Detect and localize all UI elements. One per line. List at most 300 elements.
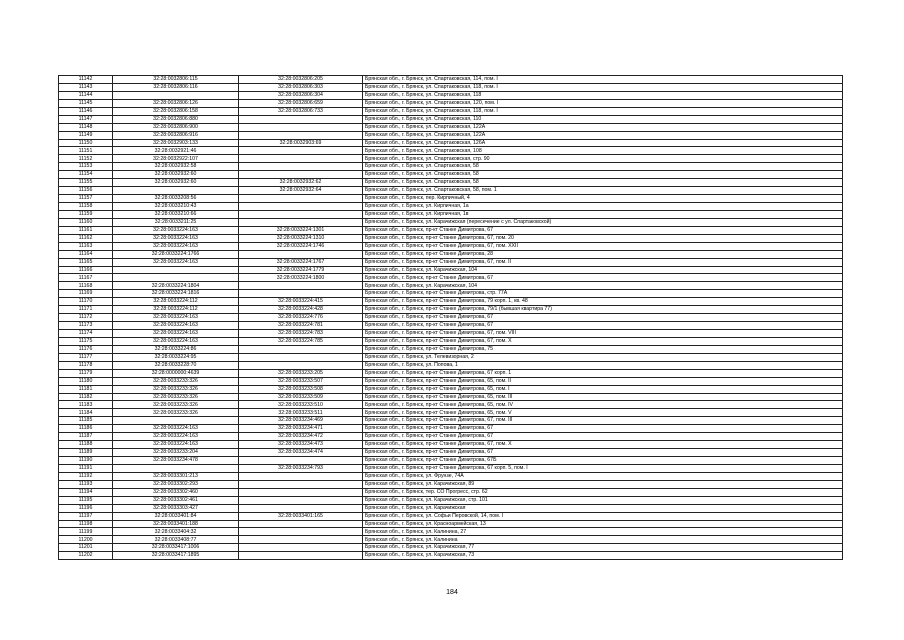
row-number-cell: 11181 — [59, 385, 113, 393]
table-row — [59, 171, 843, 179]
table-row — [59, 282, 843, 290]
page-number: 184 — [446, 589, 458, 596]
address-cell: Брянская обл., г. Брянск, ул. Спартаковская, 58, пом. 1 — [363, 187, 843, 195]
object-cadastral-number-cell: 32:28:0032806:205 — [239, 76, 363, 84]
address-cell: Брянская обл., г. Брянск, пр-кт Станке Димитрова, 65, пом. V — [363, 409, 843, 417]
land-cadastral-number-cell: 32:28:0033224:163 — [113, 441, 239, 449]
address-cell: Брянская обл., г. Брянск, пр-кт Станке Димитрова, 67 — [363, 449, 843, 457]
row-number-cell: 11167 — [59, 274, 113, 282]
land-cadastral-number-cell — [113, 417, 239, 425]
table-row — [59, 187, 843, 195]
address-cell: Брянская обл., г. Брянск, пр-кт Станке Димитрова, 75 — [363, 345, 843, 353]
address-cell: Брянская обл., г. Брянск, пр-кт Станке Димитрова, 67, пом. X — [363, 337, 843, 345]
table-row — [59, 449, 843, 457]
row-number-cell: 11171 — [59, 306, 113, 314]
object-cadastral-number-cell: 32:28:0033224:428 — [239, 306, 363, 314]
land-cadastral-number-cell — [113, 187, 239, 195]
address-cell: Брянская обл., г. Брянск, ул. Калинина — [363, 536, 843, 544]
address-cell: Брянская обл., г. Брянск, ул. Спартаковская, 58 — [363, 171, 843, 179]
address-cell: Брянская обл., г. Брянск, ул. Кирпичная, 1а — [363, 203, 843, 211]
row-number-cell: 11185 — [59, 417, 113, 425]
land-cadastral-number-cell — [113, 266, 239, 274]
row-number-cell: 11164 — [59, 250, 113, 258]
object-cadastral-number-cell — [239, 480, 363, 488]
row-number-cell: 11190 — [59, 457, 113, 465]
address-cell: Брянская обл., г. Брянск, пр-кт Станке Димитрова, 67, пом. X — [363, 441, 843, 449]
address-cell: Брянская обл., г. Брянск, пр-кт Станке Димитрова, стр. 77А — [363, 290, 843, 298]
land-cadastral-number-cell: 32:28:0033401:188 — [113, 520, 239, 528]
row-number-cell: 11155 — [59, 179, 113, 187]
table-row — [59, 123, 843, 131]
land-cadastral-number-cell: 32:28:0032921:46 — [113, 147, 239, 155]
object-cadastral-number-cell — [239, 210, 363, 218]
row-number-cell: 11159 — [59, 210, 113, 218]
object-cadastral-number-cell — [239, 520, 363, 528]
land-cadastral-number-cell: 32:28:0033233:326 — [113, 385, 239, 393]
address-cell: Брянская обл., г. Брянск, ул. Фрунзе, 74А — [363, 472, 843, 480]
table-row — [59, 131, 843, 139]
address-cell: Брянская обл., г. Брянск, ул. Спартаковская, 114, пом. I — [363, 76, 843, 84]
object-cadastral-number-cell: 32:28:0032903:69 — [239, 139, 363, 147]
table-row — [59, 258, 843, 266]
table-row — [59, 472, 843, 480]
row-number-cell: 11177 — [59, 353, 113, 361]
object-cadastral-number-cell — [239, 552, 363, 560]
table-row — [59, 314, 843, 322]
object-cadastral-number-cell: 32:28:0032806:659 — [239, 99, 363, 107]
land-cadastral-number-cell: 32:28:0033302:293 — [113, 480, 239, 488]
object-cadastral-number-cell — [239, 361, 363, 369]
object-cadastral-number-cell: 32:28:0033224:1779 — [239, 266, 363, 274]
table-row — [59, 290, 843, 298]
table-row — [59, 512, 843, 520]
row-number-cell: 11188 — [59, 441, 113, 449]
table-row — [59, 139, 843, 147]
row-number-cell: 11153 — [59, 163, 113, 171]
land-cadastral-number-cell: 32:28:0033224:1816 — [113, 290, 239, 298]
row-number-cell: 11176 — [59, 345, 113, 353]
object-cadastral-number-cell — [239, 488, 363, 496]
land-cadastral-number-cell: 32:28:0032806:158 — [113, 107, 239, 115]
row-number-cell: 11172 — [59, 314, 113, 322]
row-number-cell: 11200 — [59, 536, 113, 544]
table-row — [59, 369, 843, 377]
object-cadastral-number-cell: 32:28:0033224:1800 — [239, 274, 363, 282]
object-cadastral-number-cell — [239, 528, 363, 536]
cadastral-table — [58, 75, 843, 560]
object-cadastral-number-cell: 32:28:0033233:511 — [239, 409, 363, 417]
address-cell: Брянская обл., г. Брянск, ул. Спартаковская, 58 — [363, 179, 843, 187]
address-cell: Брянская обл., г. Брянск, пр-кт Станке Димитрова, 67 корп. 5, пом. I — [363, 464, 843, 472]
land-cadastral-number-cell: 32:28:0032806:880 — [113, 115, 239, 123]
object-cadastral-number-cell: 32:28:0033233:507 — [239, 377, 363, 385]
row-number-cell: 11163 — [59, 242, 113, 250]
row-number-cell: 11192 — [59, 472, 113, 480]
row-number-cell: 11173 — [59, 322, 113, 330]
object-cadastral-number-cell: 32:28:0033234:472 — [239, 433, 363, 441]
address-cell: Брянская обл., г. Брянск, ул. Спартаковская, 122А — [363, 131, 843, 139]
table-row — [59, 457, 843, 465]
object-cadastral-number-cell: 32:28:0033234:469 — [239, 417, 363, 425]
table-row — [59, 147, 843, 155]
table-row — [59, 322, 843, 330]
object-cadastral-number-cell — [239, 195, 363, 203]
table-row — [59, 99, 843, 107]
address-cell: Брянская обл., г. Брянск, ул. Карачижская (пересечение с ул. Спартаковской) — [363, 218, 843, 226]
land-cadastral-number-cell: 32:28:0033224:163 — [113, 425, 239, 433]
address-cell: Брянская обл., г. Брянск, пр-кт Станке Димитрова, 67, пом. III — [363, 417, 843, 425]
table-row — [59, 179, 843, 187]
land-cadastral-number-cell: 32:28:0033233:326 — [113, 409, 239, 417]
object-cadastral-number-cell — [239, 203, 363, 211]
row-number-cell: 11166 — [59, 266, 113, 274]
table-row — [59, 266, 843, 274]
table-row — [59, 76, 843, 84]
object-cadastral-number-cell: 32:28:0032806:304 — [239, 91, 363, 99]
row-number-cell: 11156 — [59, 187, 113, 195]
land-cadastral-number-cell — [113, 91, 239, 99]
table-row — [59, 107, 843, 115]
table-row — [59, 393, 843, 401]
address-cell: Брянская обл., г. Брянск, ул. Карачижская, 77 — [363, 544, 843, 552]
address-cell: Брянская обл., г. Брянск, ул. Спартаковская, 120, пом. I — [363, 99, 843, 107]
land-cadastral-number-cell: 32:28:0033224:163 — [113, 330, 239, 338]
row-number-cell: 11202 — [59, 552, 113, 560]
object-cadastral-number-cell — [239, 536, 363, 544]
land-cadastral-number-cell: 32:28:0033228:70 — [113, 361, 239, 369]
address-cell: Брянская обл., г. Брянск, пр-кт Станке Димитрова, 65, пом. II — [363, 377, 843, 385]
land-cadastral-number-cell: 32:28:0032903:133 — [113, 139, 239, 147]
address-cell: Брянская обл., г. Брянск, ул. Спартаковская, 118 — [363, 91, 843, 99]
object-cadastral-number-cell — [239, 115, 363, 123]
row-number-cell: 11183 — [59, 401, 113, 409]
object-cadastral-number-cell — [239, 290, 363, 298]
address-cell: Брянская обл., г. Брянск, пр-кт Станке Димитрова, 67 корп. 1 — [363, 369, 843, 377]
object-cadastral-number-cell — [239, 250, 363, 258]
table-row — [59, 504, 843, 512]
table-row — [59, 210, 843, 218]
object-cadastral-number-cell — [239, 218, 363, 226]
address-cell: Брянская обл., г. Брянск, пр-кт Станке Димитрова, 28 — [363, 250, 843, 258]
address-cell: Брянская обл., г. Брянск, ул. Телевизорная, 2 — [363, 353, 843, 361]
table-row — [59, 195, 843, 203]
object-cadastral-number-cell: 32:28:0032932:62 — [239, 179, 363, 187]
land-cadastral-number-cell: 32:28:0033224:112 — [113, 306, 239, 314]
land-cadastral-number-cell: 32:28:0033234:478 — [113, 457, 239, 465]
object-cadastral-number-cell: 32:28:0033233:509 — [239, 393, 363, 401]
object-cadastral-number-cell: 32:28:0033224:781 — [239, 322, 363, 330]
land-cadastral-number-cell: 32:28:0032806:900 — [113, 123, 239, 131]
land-cadastral-number-cell: 32:28:0033224:163 — [113, 337, 239, 345]
land-cadastral-number-cell: 32:28:0033302:461 — [113, 496, 239, 504]
land-cadastral-number-cell: 32:28:0033417:1895 — [113, 552, 239, 560]
land-cadastral-number-cell: 32:28:0033210:43 — [113, 203, 239, 211]
table-row — [59, 552, 843, 560]
land-cadastral-number-cell: 32:28:0033301:213 — [113, 472, 239, 480]
row-number-cell: 11142 — [59, 76, 113, 84]
table-row — [59, 425, 843, 433]
row-number-cell: 11144 — [59, 91, 113, 99]
address-cell: Брянская обл., г. Брянск, ул. Спартаковская, 118, пом. I — [363, 107, 843, 115]
table-row — [59, 330, 843, 338]
land-cadastral-number-cell: 32:28:0033224:86 — [113, 345, 239, 353]
address-cell: Брянская обл., г. Брянск, пр-кт Станке Димитрова, 67 — [363, 314, 843, 322]
address-cell: Брянская обл., г. Брянск, ул. Карачижская — [363, 504, 843, 512]
address-cell: Брянская обл., г. Брянск, пр-кт Станке Димитрова, 67 — [363, 226, 843, 234]
table-row — [59, 528, 843, 536]
row-number-cell: 11201 — [59, 544, 113, 552]
land-cadastral-number-cell: 32:28:0033404:32 — [113, 528, 239, 536]
land-cadastral-number-cell: 32:28:0033224:112 — [113, 298, 239, 306]
object-cadastral-number-cell: 32:28:0033224:1301 — [239, 226, 363, 234]
address-cell: Брянская обл., г. Брянск, пр-кт Станке Димитрова, 79/1 (бывшая квартира 77) — [363, 306, 843, 314]
table-row — [59, 203, 843, 211]
row-number-cell: 11175 — [59, 337, 113, 345]
object-cadastral-number-cell — [239, 496, 363, 504]
table-row — [59, 496, 843, 504]
row-number-cell: 11196 — [59, 504, 113, 512]
row-number-cell: 11179 — [59, 369, 113, 377]
row-number-cell: 11162 — [59, 234, 113, 242]
object-cadastral-number-cell: 32:28:0033224:1767 — [239, 258, 363, 266]
table-row — [59, 441, 843, 449]
object-cadastral-number-cell: 32:28:0033234:793 — [239, 464, 363, 472]
land-cadastral-number-cell: 32:28:0033233:204 — [113, 449, 239, 457]
table-row — [59, 353, 843, 361]
land-cadastral-number-cell: 32:28:0033224:163 — [113, 433, 239, 441]
address-cell: Брянская обл., г. Брянск, ул. Кирпичная, 1в — [363, 210, 843, 218]
row-number-cell: 11146 — [59, 107, 113, 115]
object-cadastral-number-cell: 32:28:0033233:508 — [239, 385, 363, 393]
address-cell: Брянская обл., г. Брянск, ул. Карачижская, 104 — [363, 282, 843, 290]
object-cadastral-number-cell: 32:28:0032932:64 — [239, 187, 363, 195]
object-cadastral-number-cell: 32:28:0033224:1746 — [239, 242, 363, 250]
row-number-cell: 11187 — [59, 433, 113, 441]
table-row — [59, 345, 843, 353]
row-number-cell: 11198 — [59, 520, 113, 528]
row-number-cell: 11180 — [59, 377, 113, 385]
object-cadastral-number-cell: 32:28:0032806:303 — [239, 83, 363, 91]
address-cell: Брянская обл., г. Брянск, ул. Карачижская, 73 — [363, 552, 843, 560]
object-cadastral-number-cell — [239, 147, 363, 155]
object-cadastral-number-cell — [239, 163, 363, 171]
row-number-cell: 11145 — [59, 99, 113, 107]
row-number-cell: 11143 — [59, 83, 113, 91]
land-cadastral-number-cell: 32:28:0033401:84 — [113, 512, 239, 520]
land-cadastral-number-cell: 32:28:0032806:916 — [113, 131, 239, 139]
address-cell: Брянская обл., г. Брянск, ул. Спартаковская, 58 — [363, 163, 843, 171]
land-cadastral-number-cell: 32:28:0032932:60 — [113, 179, 239, 187]
table-row — [59, 234, 843, 242]
row-number-cell: 11158 — [59, 203, 113, 211]
table-row — [59, 385, 843, 393]
row-number-cell: 11189 — [59, 449, 113, 457]
table-row — [59, 401, 843, 409]
land-cadastral-number-cell: 32:28:0033224:163 — [113, 258, 239, 266]
row-number-cell: 11195 — [59, 496, 113, 504]
land-cadastral-number-cell: 32:28:0033208:56 — [113, 195, 239, 203]
address-cell: Брянская обл., г. Брянск, пр-кт Станке Димитрова, 67, пом. VIII — [363, 330, 843, 338]
address-cell: Брянская обл., г. Брянск, пр-кт Станке Димитрова, 65, пом. IV — [363, 401, 843, 409]
row-number-cell: 11168 — [59, 282, 113, 290]
land-cadastral-number-cell: 32:28:0033408:77 — [113, 536, 239, 544]
address-cell: Брянская обл., г. Брянск, пр-кт Станке Димитрова, 67 — [363, 425, 843, 433]
object-cadastral-number-cell: 32:28:0033224:1310 — [239, 234, 363, 242]
land-cadastral-number-cell: 32:28:0033233:326 — [113, 401, 239, 409]
object-cadastral-number-cell: 32:28:0033234:471 — [239, 425, 363, 433]
object-cadastral-number-cell — [239, 123, 363, 131]
row-number-cell: 11150 — [59, 139, 113, 147]
address-cell: Брянская обл., г. Брянск, ул. Красноармейская, 13 — [363, 520, 843, 528]
land-cadastral-number-cell: 32:28:0033224:1766 — [113, 250, 239, 258]
address-cell: Брянская обл., г. Брянск, ул. Спартаковская, 122А — [363, 123, 843, 131]
land-cadastral-number-cell: 32:28:0033224:95 — [113, 353, 239, 361]
row-number-cell: 11154 — [59, 171, 113, 179]
row-number-cell: 11178 — [59, 361, 113, 369]
object-cadastral-number-cell — [239, 171, 363, 179]
object-cadastral-number-cell: 32:28:0033224:785 — [239, 337, 363, 345]
land-cadastral-number-cell: 32:28:0033224:163 — [113, 322, 239, 330]
table-row — [59, 337, 843, 345]
address-cell: Брянская обл., г. Брянск, ул. Калинина, 27 — [363, 528, 843, 536]
object-cadastral-number-cell — [239, 544, 363, 552]
land-cadastral-number-cell: 32:28:0033224:163 — [113, 226, 239, 234]
land-cadastral-number-cell: 32:28:0000000:4639 — [113, 369, 239, 377]
row-number-cell: 11161 — [59, 226, 113, 234]
land-cadastral-number-cell: 32:28:0032932:58 — [113, 163, 239, 171]
land-cadastral-number-cell: 32:28:0032922:107 — [113, 155, 239, 163]
address-cell: Брянская обл., г. Брянск, ул. Спартаковская, 108 — [363, 147, 843, 155]
land-cadastral-number-cell — [113, 464, 239, 472]
object-cadastral-number-cell: 32:28:0033234:473 — [239, 441, 363, 449]
table-row — [59, 417, 843, 425]
address-cell: Брянская обл., г. Брянск, ул. Спартаковская, 110 — [363, 115, 843, 123]
land-cadastral-number-cell: 32:28:0033224:163 — [113, 314, 239, 322]
address-cell: Брянская обл., г. Брянск, ул. Спартаковская, стр. 90 — [363, 155, 843, 163]
land-cadastral-number-cell: 32:28:0033224:163 — [113, 242, 239, 250]
object-cadastral-number-cell — [239, 282, 363, 290]
table-row — [59, 488, 843, 496]
table-row — [59, 520, 843, 528]
object-cadastral-number-cell: 32:28:0033233:205 — [239, 369, 363, 377]
row-number-cell: 11194 — [59, 488, 113, 496]
row-number-cell: 11199 — [59, 528, 113, 536]
object-cadastral-number-cell: 32:28:0033224:415 — [239, 298, 363, 306]
table-row — [59, 274, 843, 282]
row-number-cell: 11151 — [59, 147, 113, 155]
land-cadastral-number-cell: 32:28:0033233:326 — [113, 377, 239, 385]
address-cell: Брянская обл., г. Брянск, ул. Спартаковская, 126А — [363, 139, 843, 147]
table-row — [59, 218, 843, 226]
address-cell: Брянская обл., г. Брянск, ул. Софьи Перовской, 14, пом. I — [363, 512, 843, 520]
address-cell: Брянская обл., г. Брянск, пр-кт Станке Димитрова, 67, пом. II — [363, 258, 843, 266]
row-number-cell: 11193 — [59, 480, 113, 488]
row-number-cell: 11149 — [59, 131, 113, 139]
object-cadastral-number-cell: 32:28:0033224:783 — [239, 330, 363, 338]
row-number-cell: 11186 — [59, 425, 113, 433]
address-cell: Брянская обл., г. Брянск, пр-кт Станке Димитрова, 79 корп. 1, кв. 48 — [363, 298, 843, 306]
row-number-cell: 11182 — [59, 393, 113, 401]
land-cadastral-number-cell: 32:28:0033210:66 — [113, 210, 239, 218]
address-cell: Брянская обл., г. Брянск, ул. Спартаковская, 118, пом. I — [363, 83, 843, 91]
table-row — [59, 83, 843, 91]
table-row — [59, 250, 843, 258]
table-row — [59, 242, 843, 250]
address-cell: Брянская обл., г. Брянск, пр-кт Станке Димитрова, 65, пом. I — [363, 385, 843, 393]
row-number-cell: 11152 — [59, 155, 113, 163]
land-cadastral-number-cell: 32:28:0032806:126 — [113, 99, 239, 107]
table-row — [59, 361, 843, 369]
row-number-cell: 11157 — [59, 195, 113, 203]
row-number-cell: 11148 — [59, 123, 113, 131]
land-cadastral-number-cell: 32:28:0032806:116 — [113, 83, 239, 91]
land-cadastral-number-cell: 32:28:0033233:326 — [113, 393, 239, 401]
land-cadastral-number-cell: 32:28:0033417:1006 — [113, 544, 239, 552]
row-number-cell: 11184 — [59, 409, 113, 417]
table-row — [59, 115, 843, 123]
object-cadastral-number-cell — [239, 155, 363, 163]
row-number-cell: 11165 — [59, 258, 113, 266]
object-cadastral-number-cell — [239, 131, 363, 139]
object-cadastral-number-cell: 32:28:0033234:474 — [239, 449, 363, 457]
row-number-cell: 11147 — [59, 115, 113, 123]
land-cadastral-number-cell: 32:28:0033224:163 — [113, 234, 239, 242]
address-cell: Брянская обл., г. Брянск, пр-кт Станке Димитрова, 67, пом. 20 — [363, 234, 843, 242]
table-body — [59, 76, 843, 560]
address-cell: Брянская обл., г. Брянск, ул. Карачижская, 104 — [363, 266, 843, 274]
address-cell: Брянская обл., г. Брянск, тер. СО Прогресс, стр. 62 — [363, 488, 843, 496]
land-cadastral-number-cell: 32:28:0032806:115 — [113, 76, 239, 84]
table-row — [59, 298, 843, 306]
row-number-cell: 11169 — [59, 290, 113, 298]
table-row — [59, 377, 843, 385]
object-cadastral-number-cell — [239, 504, 363, 512]
address-cell: Брянская обл., г. Брянск, пр-кт Станке Димитрова, 67 — [363, 433, 843, 441]
object-cadastral-number-cell: 32:28:0033233:510 — [239, 401, 363, 409]
table-row — [59, 155, 843, 163]
land-cadastral-number-cell — [113, 274, 239, 282]
table-row — [59, 536, 843, 544]
object-cadastral-number-cell — [239, 472, 363, 480]
object-cadastral-number-cell — [239, 457, 363, 465]
table-row — [59, 306, 843, 314]
table-row — [59, 163, 843, 171]
table-row — [59, 409, 843, 417]
address-cell: Брянская обл., г. Брянск, пер. Кирпичный, 4 — [363, 195, 843, 203]
address-cell: Брянская обл., г. Брянск, пр-кт Станке Димитрова, 65, пом. III — [363, 393, 843, 401]
table-row — [59, 91, 843, 99]
row-number-cell: 11170 — [59, 298, 113, 306]
table-row — [59, 480, 843, 488]
object-cadastral-number-cell — [239, 345, 363, 353]
table-row — [59, 544, 843, 552]
object-cadastral-number-cell: 32:28:0032806:733 — [239, 107, 363, 115]
table-row — [59, 464, 843, 472]
object-cadastral-number-cell — [239, 353, 363, 361]
row-number-cell: 11160 — [59, 218, 113, 226]
address-cell: Брянская обл., г. Брянск, пр-кт Станке Димитрова, 67Б — [363, 457, 843, 465]
address-cell: Брянская обл., г. Брянск, пр-кт Станке Димитрова, 67 — [363, 322, 843, 330]
land-cadastral-number-cell: 32:28:0033224:1804 — [113, 282, 239, 290]
address-cell: Брянская обл., г. Брянск, пр-кт Станке Димитрова, 67 — [363, 274, 843, 282]
land-cadastral-number-cell: 32:28:0033302:460 — [113, 488, 239, 496]
row-number-cell: 11191 — [59, 464, 113, 472]
address-cell: Брянская обл., г. Брянск, ул. Поповa, 1 — [363, 361, 843, 369]
object-cadastral-number-cell: 32:28:0033224:776 — [239, 314, 363, 322]
land-cadastral-number-cell: 32:28:0033211:25 — [113, 218, 239, 226]
land-cadastral-number-cell: 32:28:0032932:60 — [113, 171, 239, 179]
table-row — [59, 226, 843, 234]
